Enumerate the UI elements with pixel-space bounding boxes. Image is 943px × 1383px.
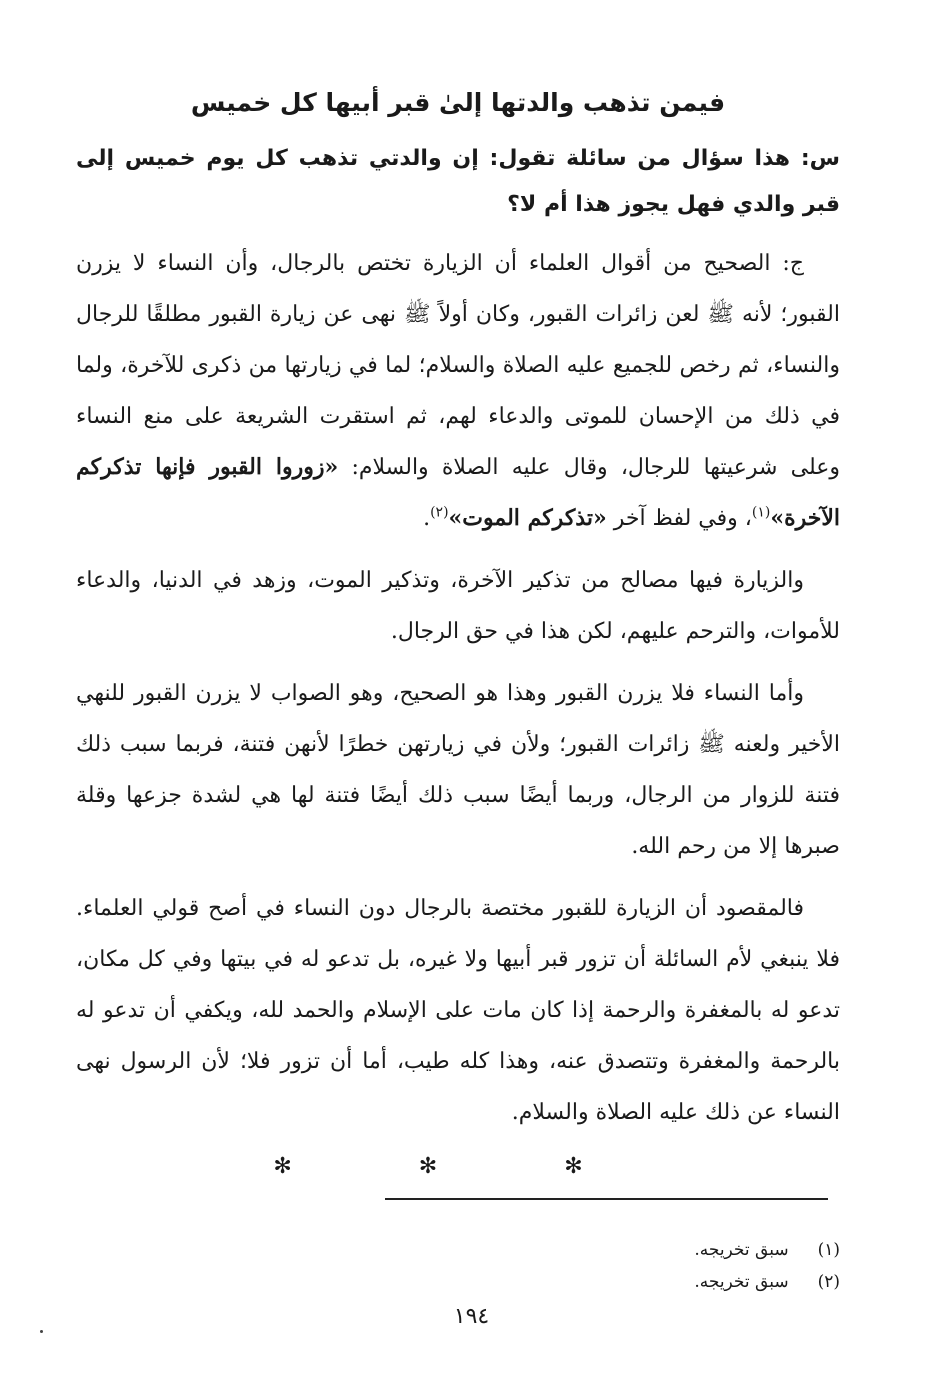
answer-text-2: ، وفي لفظ آخر — [606, 506, 752, 531]
footnotes — [240, 1234, 840, 1298]
footnote-text: سبق تخريجه. — [694, 1240, 789, 1260]
footnote-number: (١) — [817, 1240, 840, 1260]
footnote-text: سبق تخريجه. — [694, 1272, 789, 1292]
footnote-item — [240, 1234, 840, 1266]
section-separator-stars: ✻ ✻ ✻ — [273, 1154, 643, 1179]
page-body — [76, 80, 840, 1185]
hadith-quote-1: «زوروا القبور فإنها تذكركم الآخرة» — [76, 454, 840, 531]
page-number: ١٩٤ — [453, 1304, 490, 1329]
paragraph-conclusion: فالمقصود أن الزيارة للقبور مختصة بالرجال دون النساء في أصح قولي العلماء. فلا ينبغي لأم السائلة أن تزور قبر أبيها ولا غيره، بل تدعو له في بيتها وفي كل مكان، تدعو له بالمغفرة والرحمة إذا كان مات على الإسلام والحمد لله، ويكفي أن تدعو له بالرحمة والمغفرة وتتصدق عنه، وهذا كله طيب، أما أن تزور فلا؛ لأن الرسول نهى النساء عن ذلك عليه الصلاة والسلام. — [76, 896, 840, 1125]
footnote-number: (٢) — [817, 1272, 840, 1292]
paragraph-visit-benefits: والزيارة فيها مصالح من تذكير الآخرة، وتذكير الموت، وزهد في الدنيا، والدعاء للأموات، والترحم عليهم، لكن هذا في حق الرجال. — [76, 568, 840, 644]
footnote-ref-2: (٢) — [430, 504, 449, 521]
paragraph-women-ruling: وأما النساء فلا يزرن القبور وهذا هو الصحيح، وهو الصواب لا يزرن القبور للنهي الأخير ولعنه ﷺ زائرات القبور؛ ولأن في زيارتهن خطرًا لأنهن فتنة، فربما سبب ذلك فتنة للزوار من الرجال، وربما أيضًا سبب ذلك أيضًا فتنة لها هي لشدة جزعها وقلة صبرها إلا من رحم الله. — [76, 681, 840, 859]
answer-text-3: . — [423, 506, 431, 531]
question-text: س: هذا سؤال من سائلة تقول: إن والدتي تذهب كل يوم خميس إلى قبر والدي فهل يجوز هذا أم لا؟ — [76, 146, 840, 217]
answer-paragraph — [76, 238, 840, 544]
footnote-item — [240, 1266, 840, 1298]
page-title: فيمن تذهب والدتها إلىٰ قبر أبيها كل خميس — [190, 88, 726, 117]
footnote-ref-1: (١) — [751, 504, 771, 521]
answer-text-1: ج: الصحيح من أقوال العلماء أن الزيارة تختص بالرجال، وأن النساء لا يزرن القبور؛ لأنه ﷺ لعن زائرات القبور، وكان أولاً ﷺ نهى عن زيارة القبور مطلقًا للرجال والنساء، ثم رخص للجميع عليه الصلاة والسلام؛ لما في زيارتها من ذكرى للآخرة، ولما في ذلك من الإحسان للموتى والدعاء لهم، ثم استقرت الشريعة على منع النساء وعلى شرعيتها للرجال، وقال عليه الصلاة والسلام: — [76, 251, 840, 480]
hadith-quote-2: «تذكركم الموت» — [448, 505, 607, 531]
scan-speck — [40, 1330, 43, 1333]
footnote-divider — [385, 1198, 828, 1200]
